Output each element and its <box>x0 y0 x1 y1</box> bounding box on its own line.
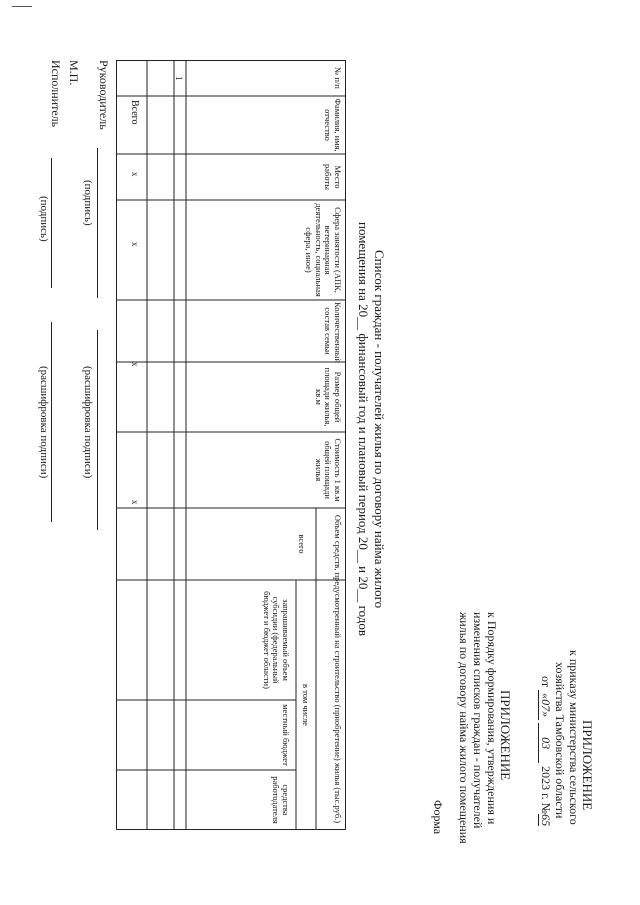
date-day: «07» <box>538 690 552 720</box>
header-including: в том числе <box>301 684 311 726</box>
x-mark-cost: x <box>130 500 140 505</box>
header-employer: средства работодателя <box>271 776 291 824</box>
header-work: Место работы <box>323 164 343 190</box>
appendix-line2: хозяйства Тамбовской области <box>553 662 567 819</box>
date-prefix: от <box>539 676 553 688</box>
executor-sign-caption: (подпись) <box>38 196 50 242</box>
x-mark-sphere: x <box>130 242 140 247</box>
executor-decode-line <box>51 322 52 522</box>
head-sign-caption: (подпись) <box>82 180 94 226</box>
sub-appendix-line2: изменения списков граждан - получателей <box>471 612 485 829</box>
executor-decode-caption: (расшифровка подписи) <box>38 366 50 479</box>
head-label: Руководитель <box>97 60 111 130</box>
appendix-title: ПРИЛОЖЕНИЕ <box>580 720 595 811</box>
head-decode-caption: (расшифровка подписи) <box>82 366 94 479</box>
doc-title-line1: Список граждан - получателей жилья по договору найма жилого <box>372 250 387 609</box>
header-family: Количественный состав семьи <box>323 302 343 364</box>
appendix-line1: к приказу министерства сельского <box>567 650 581 825</box>
doc-title-line2: помещения на 20__ финансовый год и плановый период 20__ и 20__ годов <box>356 222 371 636</box>
executor-label: Исполнитель <box>49 60 63 128</box>
header-requested: запрашиваемый объем субсидии (федеральный бюджет и бюджет области) <box>262 591 291 689</box>
header-fio: Фамилия, имя, отчество <box>323 98 343 152</box>
recipients-table <box>116 60 346 830</box>
x-mark-work: x <box>130 172 140 177</box>
x-mark-family: x <box>130 362 140 367</box>
header-volume: Объем средств, предусмотренный на строительство (приобретение) жилья (тыс.руб.) <box>333 514 343 824</box>
date-month: 03 <box>538 723 552 763</box>
stamp-label: М.П. <box>67 60 81 86</box>
header-area: Размер общей площади жилья, кв.м <box>314 367 343 427</box>
header-total: всего <box>297 534 307 554</box>
number-value: 65 <box>539 814 553 827</box>
row-index: 1 <box>174 76 184 81</box>
header-cost: Стоимость 1 кв.м общей площади жилья <box>314 438 343 502</box>
form-label: Форма <box>431 800 445 835</box>
header-sphere: Сфера занятости (АПК, ветеринарная деятельность, социальная сфера, иное) <box>304 203 343 297</box>
appendix-date <box>538 676 552 826</box>
sub-appendix-line1: к Порядку формирования, утверждения и <box>485 612 499 825</box>
number-prefix: № <box>539 802 553 815</box>
sub-appendix-line3: жилья по договору найма жилого помещения <box>457 612 471 844</box>
header-num: № п/п <box>333 67 343 89</box>
table-grid <box>116 60 346 830</box>
head-decode-line <box>97 330 98 530</box>
total-label: Всего <box>129 100 140 125</box>
header-local: местный бюджет <box>281 704 291 766</box>
date-year: 2023 г. <box>539 766 553 800</box>
sub-appendix-title: ПРИЛОЖЕНИЕ <box>498 690 513 781</box>
executor-sign-line <box>51 158 52 288</box>
head-sign-line <box>97 148 98 298</box>
